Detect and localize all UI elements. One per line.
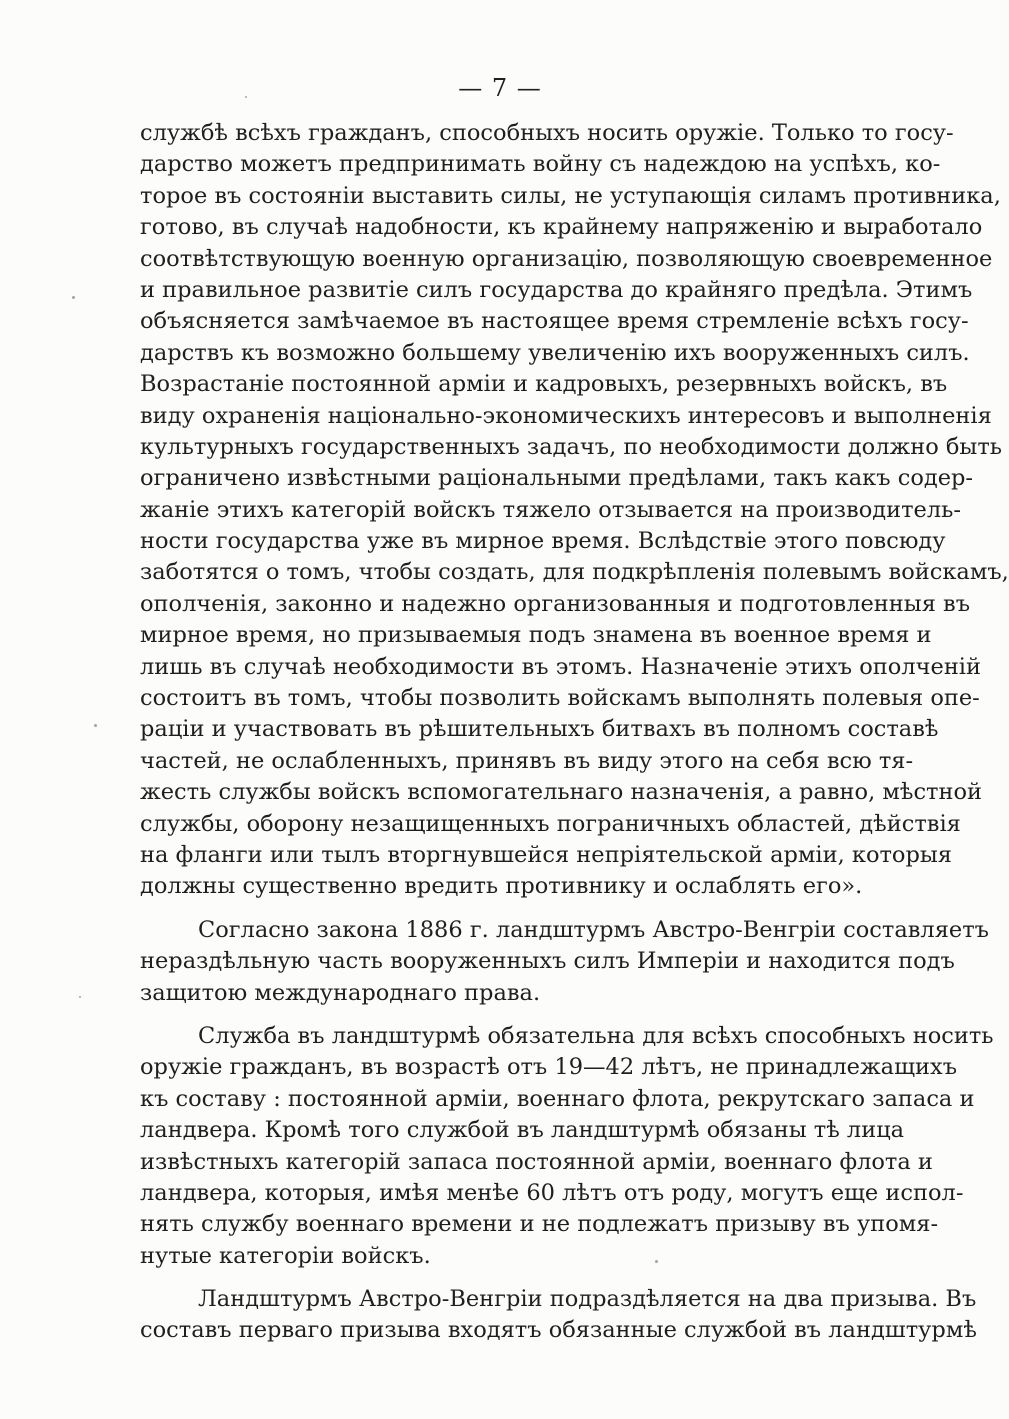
- text-line: лишь въ случаѣ необходимости въ этомъ. Назначеніе этихъ ополченій: [140, 653, 982, 680]
- text-line: ополченія, законно и надежно организованныя и подготовленныя въ: [140, 590, 971, 617]
- text-line: къ составу : постоянной арміи, военнаго флота, рекрутскаго запаса и: [140, 1085, 975, 1112]
- text-line: культурныхъ государственныхъ задачъ, по необходимости должно быть: [140, 433, 1003, 460]
- text-line: должны существенно вредить противнику и ослаблять его».: [140, 873, 863, 900]
- text-line: ограничено извѣстными раціональными предѣлами, такъ какъ содер-: [140, 465, 974, 492]
- text-line: и правильное развитіе силъ государства до крайняго предѣла. Этимъ: [140, 276, 973, 303]
- text-line: службѣ всѣхъ гражданъ, способныхъ носить оружіе. Только то госу-: [140, 120, 954, 146]
- text-line: ландвера, которыя, имѣя менѣе 60 лѣтъ отъ роду, могутъ еще испол-: [140, 1179, 964, 1206]
- text-line: нераздѣльную часть вооруженныхъ силъ Имперіи и находится подъ: [140, 948, 955, 975]
- text-line: торое въ состояніи выставить силы, не уступающія силамъ противника,: [140, 182, 1001, 209]
- text-line: жесть службы войскъ вспомогательнаго назначенія, а равно, мѣстной: [140, 779, 983, 806]
- page-number: — 7 —: [458, 74, 542, 102]
- text-line: мирное время, но призываемыя подъ знамена въ военное время и: [140, 622, 932, 649]
- scan-speck: [79, 996, 81, 998]
- text-line: службы, оборону незащищенныхъ пограничныхъ областей, дѣйствія: [140, 810, 961, 837]
- scan-speck: [72, 296, 75, 299]
- text-line: жаніе этихъ категорій войскъ тяжело отзывается на производитель-: [140, 496, 961, 523]
- text-line: соотвѣтствующую военную организацію, позволяющую своевременное: [140, 245, 993, 272]
- text-line: объясняется замѣчаемое въ настоящее время стремленіе всѣхъ госу-: [140, 308, 969, 335]
- text-line: заботятся о томъ, чтобы создать, для подкрѣпленія полевымъ войскамъ,: [140, 559, 1009, 586]
- text-line: виду охраненія національно-экономическихъ интересовъ и выполненія: [140, 402, 992, 429]
- text-line: ландвера. Кромѣ того службой въ ландштурмѣ обязаны тѣ лица: [140, 1117, 905, 1144]
- text-line: составъ перваго призыва входятъ обязанные службой въ ландштурмѣ: [140, 1317, 977, 1344]
- scan-speck: [655, 1260, 658, 1263]
- text-line: дарствъ къ возможно большему увеличенію ихъ вооруженныхъ силъ.: [140, 339, 970, 366]
- text-line: оружіе гражданъ, въ возрастѣ отъ 19—42 лѣтъ, не принадлежащихъ: [140, 1054, 958, 1081]
- text-line: дарство можетъ предпринимать войну съ надеждою на успѣхъ, ко-: [140, 151, 941, 178]
- text-line: нутые категоріи войскъ.: [140, 1242, 431, 1269]
- text-line: частей, не ослабленныхъ, принявъ въ виду этого на себя всю тя-: [140, 747, 914, 774]
- text-line: нять службу военнаго времени и не подлежатъ призыву въ упомя-: [140, 1211, 939, 1238]
- scan-speck: [94, 724, 97, 727]
- text-line: состоитъ въ томъ, чтобы позволить войскамъ выполнять полевыя опе-: [140, 685, 980, 712]
- text-line: раціи и участвовать въ рѣшительныхъ битвахъ въ полномъ составѣ: [140, 716, 939, 743]
- paragraph-gap: [140, 1009, 896, 1021]
- scan-speck: [245, 96, 247, 98]
- paragraph-gap: [140, 1272, 896, 1284]
- text-line: Возрастаніе постоянной арміи и кадровыхъ, резервныхъ войскъ, въ: [140, 371, 948, 398]
- text-line: Согласно закона 1886 г. ландштурмъ Австро-Венгріи составляетъ: [198, 916, 989, 943]
- body-text: [140, 118, 1009, 1347]
- text-line: Ландштурмъ Австро-Венгріи подраздѣляется на два призыва. Въ: [198, 1286, 977, 1313]
- paragraph-gap: [140, 903, 896, 915]
- text-line: защитою международнаго права.: [140, 979, 541, 1006]
- text-line: Служба въ ландштурмѣ обязательна для всѣхъ способныхъ носить: [198, 1022, 994, 1049]
- text-line: готово, въ случаѣ надобности, къ крайнему напряженію и выработало: [140, 214, 983, 241]
- text-line: извѣстныхъ категорій запаса постоянной арміи, военнаго флота и: [140, 1148, 933, 1175]
- text-line: ности государства уже въ мирное время. Вслѣдствіе этого повсюду: [140, 528, 946, 555]
- text-line: на фланги или тылъ вторгнувшейся непріятельской арміи, которыя: [140, 841, 952, 868]
